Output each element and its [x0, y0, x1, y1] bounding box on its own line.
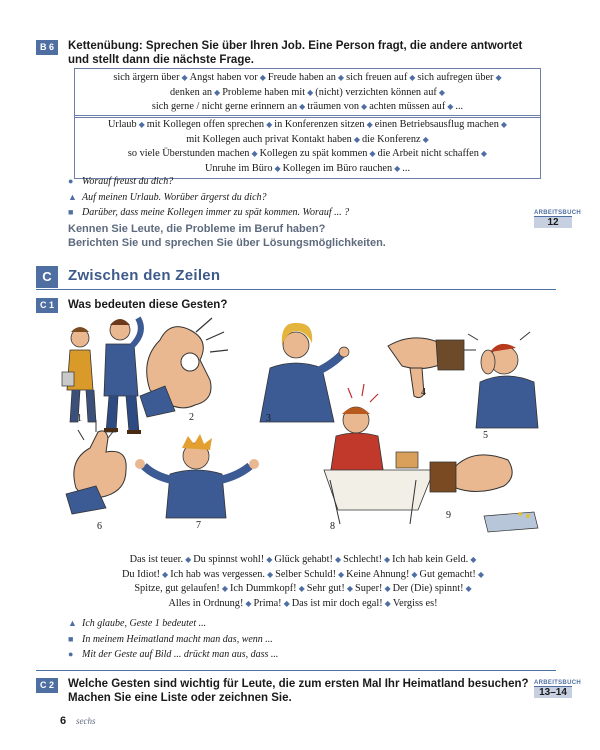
speaker-marker-icon: ▲ — [68, 618, 77, 628]
expression: Ich hab kein Geld. — [392, 554, 469, 565]
diamond-bullet-icon: ◆ — [264, 569, 276, 579]
diamond-bullet-icon: ◆ — [264, 555, 275, 564]
phrase: so viele Überstunden machen — [127, 148, 250, 159]
expression: Der (Die) spinnt! — [392, 583, 464, 594]
speaker-marker-icon: ● — [68, 649, 74, 659]
phrase: Urlaub — [108, 119, 137, 130]
phrase: in Konferenzen sitzen — [274, 119, 365, 130]
phrase: die Arbeit nicht schaffen — [377, 148, 479, 159]
c1-example-dialogue — [68, 616, 278, 663]
expression: Super! — [354, 583, 383, 594]
figure-number: 2 — [189, 412, 194, 423]
phrase: sich freuen auf — [346, 72, 408, 83]
figure-number: 6 — [97, 521, 102, 532]
figure-number: 3 — [266, 413, 271, 424]
diamond-bullet-icon: ◆ — [249, 149, 260, 158]
figure-number: 9 — [446, 510, 451, 521]
expression: Ich Dummkopf! — [229, 583, 297, 594]
diamond-bullet-icon: ◆ — [382, 555, 393, 564]
diamond-bullet-icon: ◆ — [297, 102, 308, 111]
expression: Das ist teuer. — [129, 554, 184, 565]
phrase: sich ärgern über — [113, 72, 180, 83]
diamond-bullet-icon: ◆ — [296, 584, 307, 593]
workbook-label: ARBEITSBUCH — [534, 680, 581, 686]
phrase: ... — [455, 101, 464, 112]
b6-followup-line: Berichten Sie und sprechen Sie über Lösungsmöglichkeiten. — [68, 237, 386, 249]
example-text: In meinem Heimatland macht man das, wenn ... — [82, 633, 273, 645]
workbook-pages: 13–14 — [534, 687, 572, 698]
diamond-bullet-icon: ◆ — [475, 569, 485, 579]
phrase: Kollegen zu spät kommen — [259, 148, 368, 159]
figure-2-ok-hand — [140, 318, 228, 417]
b6-followup-line: Kennen Sie Leute, die Probleme im Beruf haben? — [68, 223, 326, 235]
c2-instruction — [68, 677, 538, 705]
diamond-bullet-icon: ◆ — [445, 102, 456, 111]
phrase: denken an — [170, 86, 213, 98]
diamond-bullet-icon: ◆ — [212, 87, 223, 97]
b6-instruction-line: und stellt dann die nächste Frage. — [68, 54, 254, 66]
diamond-bullet-icon: ◆ — [281, 598, 292, 608]
example-text: Auf meinen Urlaub. Worüber ärgerst du dich? — [82, 191, 267, 203]
diamond-bullet-icon: ◆ — [436, 87, 445, 97]
c2-divider — [36, 670, 556, 671]
figure-number: 8 — [330, 521, 335, 532]
figure-number: 7 — [196, 520, 201, 531]
diamond-bullet-icon: ◆ — [332, 555, 344, 564]
exercise-tag-c1: C 1 — [36, 298, 58, 313]
phrase: mit Kollegen offen sprechen — [146, 119, 265, 130]
expression-row — [68, 568, 538, 583]
example-line — [68, 632, 278, 648]
expression-row — [68, 553, 538, 568]
expression: Selber Schuld! — [275, 568, 337, 580]
phrase: mit Kollegen auch privat Kontakt haben — [186, 133, 352, 145]
diamond-bullet-icon: ◆ — [305, 87, 316, 97]
diamond-bullet-icon: ◆ — [219, 584, 230, 593]
example-text: Ich glaube, Geste 1 bedeutet ... — [82, 618, 207, 629]
phrase: Kollegen im Büro rauchen — [282, 162, 393, 174]
section-letter: C — [36, 266, 58, 288]
speaker-marker-icon: ■ — [68, 633, 74, 644]
diamond-bullet-icon: ◆ — [463, 584, 472, 593]
expression: Spitze, gut gelaufen! — [134, 583, 220, 594]
example-line — [68, 616, 278, 632]
figure-7-shrug — [135, 434, 259, 518]
workbook-pages: 12 — [534, 217, 572, 228]
figure-8-desk — [324, 384, 434, 524]
phrase: ... — [402, 162, 411, 174]
expression: Schlecht! — [343, 554, 383, 565]
example-text: Darüber, dass meine Kollegen immer zu spät kommen. Worauf ... ? — [82, 207, 350, 218]
phrase: einen Betriebsausflug machen — [374, 119, 499, 130]
expression: Du Idiot! — [121, 568, 161, 580]
b6-instruction-line: Kettenübung: Sprechen Sie über Ihren Job. Eine Person fragt, die andere antwortet — [68, 40, 523, 52]
diamond-bullet-icon: ◆ — [336, 569, 347, 579]
exercise-tag-b6: B 6 — [36, 40, 58, 55]
diamond-bullet-icon: ◆ — [351, 134, 362, 144]
figure-number: 1 — [77, 413, 82, 424]
diamond-bullet-icon: ◆ — [335, 73, 347, 82]
diamond-bullet-icon: ◆ — [359, 102, 370, 111]
phrase: (nicht) verzichten können auf — [315, 86, 437, 98]
phrase: die Konferenz — [361, 133, 421, 145]
expression: Glück gehabt! — [274, 554, 333, 565]
phrase: Freude haben an — [267, 72, 336, 83]
phrase: Probleme haben mit — [222, 86, 306, 98]
diamond-bullet-icon: ◆ — [243, 598, 254, 608]
section-title: Zwischen den Zeilen — [68, 267, 221, 284]
c2-instruction-line: Welche Gesten sind wichtig für Leute, die zum ersten Mal Ihr Heimatland besuchen? — [68, 678, 529, 690]
example-text: Worauf freust du dich? — [82, 176, 174, 187]
figure-number: 5 — [483, 430, 488, 441]
expression: Sehr gut! — [306, 583, 345, 594]
speaker-marker-icon: ● — [68, 176, 74, 186]
diamond-bullet-icon: ◆ — [409, 569, 420, 579]
diamond-bullet-icon: ◆ — [183, 555, 194, 564]
expression: Du spinnst wohl! — [193, 554, 265, 565]
diamond-bullet-icon: ◆ — [420, 134, 429, 144]
speaker-marker-icon: ■ — [68, 207, 74, 217]
expression: Gut gemacht! — [419, 568, 476, 580]
diamond-bullet-icon: ◆ — [493, 73, 502, 82]
c2-instruction-line: Machen Sie eine Liste oder zeichnen Sie. — [68, 692, 292, 704]
diamond-bullet-icon: ◆ — [364, 120, 375, 129]
diamond-bullet-icon: ◆ — [382, 584, 393, 593]
diamond-bullet-icon: ◆ — [407, 73, 418, 82]
workbook-label: ARBEITSBUCH — [534, 210, 581, 216]
figure-5-man-phone — [464, 332, 538, 428]
example-text: Mit der Geste auf Bild ... drückt man aus, dass ... — [82, 649, 279, 660]
diamond-bullet-icon: ◆ — [498, 120, 507, 129]
phrase: achten müssen auf — [369, 101, 446, 112]
diamond-bullet-icon: ◆ — [478, 149, 488, 158]
workbook-reference-c2 — [534, 680, 581, 698]
gesture-expressions — [68, 553, 538, 611]
figure-number: 4 — [421, 387, 426, 398]
phrase: Angst haben vor — [189, 72, 258, 83]
example-line — [68, 647, 278, 663]
expression: Das ist mir doch egal! — [291, 597, 383, 609]
diamond-bullet-icon: ◆ — [367, 149, 378, 158]
diamond-bullet-icon: ◆ — [179, 73, 190, 82]
expression-row — [68, 597, 538, 612]
diamond-bullet-icon: ◆ — [264, 120, 275, 129]
expression: Alles in Ordnung! — [168, 597, 244, 609]
diamond-bullet-icon: ◆ — [257, 73, 268, 82]
c1-instruction: Was bedeuten diese Gesten? — [68, 299, 228, 311]
page-number: 6 — [60, 715, 67, 727]
phrase: sich aufregen über — [417, 72, 494, 83]
expression: Vergiss es! — [392, 597, 438, 609]
diamond-bullet-icon: ◆ — [272, 163, 283, 173]
diamond-bullet-icon: ◆ — [468, 555, 477, 564]
figure-1-workmen — [62, 318, 141, 432]
diamond-bullet-icon: ◆ — [344, 584, 355, 593]
expression-row — [68, 582, 538, 597]
figure-3-woman — [260, 323, 349, 422]
page-word: sechs — [76, 716, 96, 726]
expression: Keine Ahnung! — [346, 568, 410, 580]
diamond-bullet-icon: ◆ — [160, 569, 171, 579]
phrase: träumen von — [307, 101, 360, 112]
figure-4-thumb-down — [388, 338, 464, 398]
phrase: Unruhe im Büro — [204, 162, 273, 174]
figure-6-hand — [66, 420, 126, 514]
diamond-bullet-icon: ◆ — [392, 163, 403, 173]
expression: Ich hab was vergessen. — [170, 568, 265, 580]
speaker-marker-icon: ▲ — [68, 191, 77, 202]
diamond-bullet-icon: ◆ — [136, 120, 147, 129]
phrase: sich gerne / nicht gerne erinnern an — [151, 101, 298, 112]
diamond-bullet-icon: ◆ — [382, 598, 393, 608]
expression: Prima! — [253, 597, 282, 609]
exercise-tag-c2: C 2 — [36, 678, 58, 693]
